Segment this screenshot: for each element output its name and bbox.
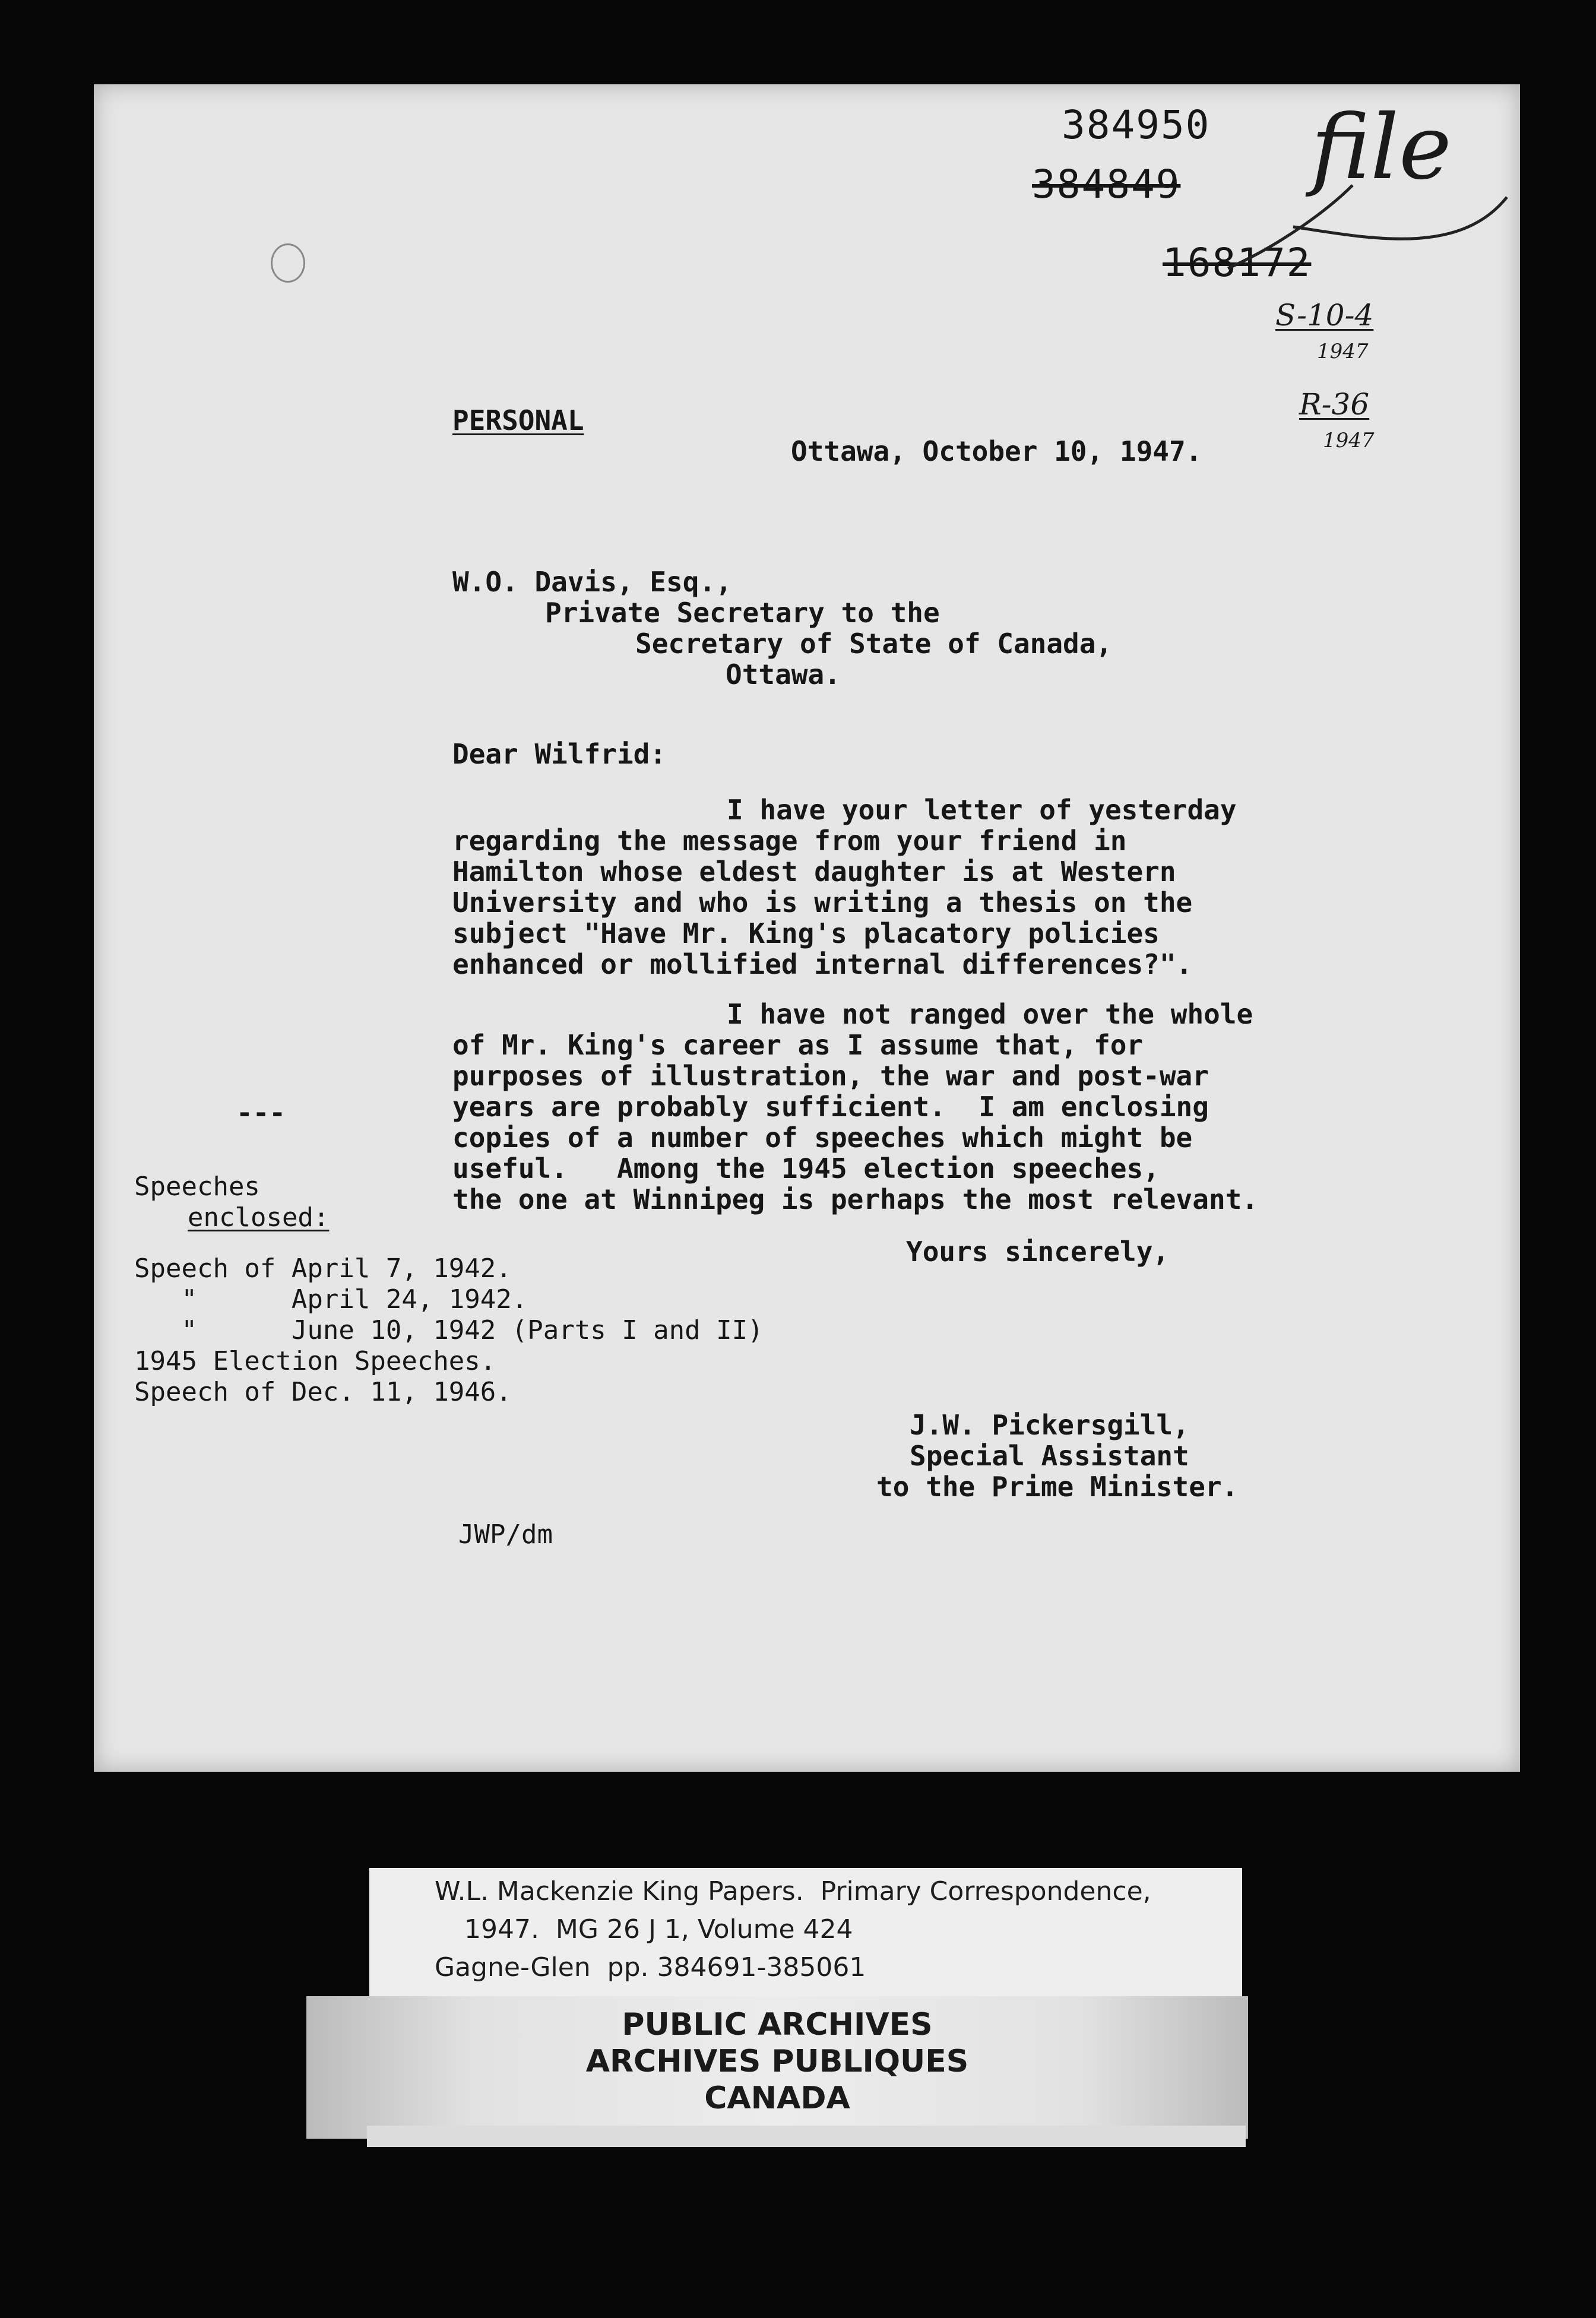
enclosures-heading-2: enclosed: <box>188 1202 330 1233</box>
handwritten-ref1-bottom: 1947 <box>1317 340 1369 363</box>
para1-line: regarding the message from your friend in <box>452 825 1127 857</box>
typist-initials: JWP/dm <box>458 1519 553 1550</box>
handwritten-ref2-bottom: 1947 <box>1323 429 1375 452</box>
para2-line: copies of a number of speeches which might be <box>452 1122 1193 1154</box>
para2-line: useful. Among the 1945 election speeches, <box>452 1152 1160 1185</box>
recipient-line-3: Secretary of State of Canada, <box>635 628 1113 660</box>
para1-line: subject "Have Mr. King's placatory policies <box>452 917 1160 949</box>
handwritten-stroke <box>1222 173 1519 280</box>
recipient-line-1: W.O. Davis, Esq., <box>452 566 732 598</box>
para2-line: of Mr. King's career as I assume that, for <box>452 1029 1144 1061</box>
signature-line-3: to the Prime Minister. <box>876 1471 1239 1503</box>
para1-line: University and who is writing a thesis on the <box>452 886 1193 919</box>
para1-line: I have your letter of yesterday <box>727 794 1237 826</box>
personal-heading: PERSONAL <box>452 404 584 436</box>
stamp-line-2: ARCHIVES PUBLIQUES <box>585 2044 969 2079</box>
handwritten-file-note: file <box>1311 96 1452 200</box>
closing: Yours sincerely, <box>906 1236 1170 1268</box>
para2-line: purposes of illustration, the war and post-war <box>452 1060 1209 1092</box>
archive-label-line-2: 1947. MG 26 J 1, Volume 424 <box>464 1914 853 1945</box>
enclosure-dashes: --- <box>236 1097 286 1129</box>
handwritten-ref2-top: R-36 <box>1299 387 1370 422</box>
date-line: Ottawa, October 10, 1947. <box>791 435 1202 467</box>
enclosure-item: Speech of April 7, 1942. <box>134 1253 512 1284</box>
file-number-struck-2: 168172 <box>1163 240 1312 286</box>
file-number: 384950 <box>1062 102 1211 148</box>
enclosure-item: " June 10, 1942 (Parts I and II) <box>134 1315 764 1345</box>
para1-line: Hamilton whose eldest daughter is at Western <box>452 856 1176 888</box>
signature-line-2: Special Assistant <box>910 1440 1189 1472</box>
archive-reference-label <box>369 1868 1242 1997</box>
enclosure-item: Speech of Dec. 11, 1946. <box>134 1377 512 1407</box>
public-archives-stamp <box>306 1996 1248 2139</box>
enclosure-item: " April 24, 1942. <box>134 1284 528 1315</box>
label-strip <box>367 2126 1246 2147</box>
recipient-line-2: Private Secretary to the <box>545 597 940 629</box>
para1-line: enhanced or mollified internal differences?". <box>452 948 1193 980</box>
para2-line: I have not ranged over the whole <box>727 998 1253 1030</box>
salutation: Dear Wilfrid: <box>452 738 667 770</box>
file-number-struck-1: 384849 <box>1032 162 1181 207</box>
enclosure-item: 1945 Election Speeches. <box>134 1346 496 1376</box>
signature-line-1: J.W. Pickersgill, <box>910 1409 1189 1441</box>
recipient-line-4: Ottawa. <box>726 658 841 691</box>
stamp-line-3: CANADA <box>704 2080 850 2116</box>
stamp-line-1: PUBLIC ARCHIVES <box>622 2007 933 2042</box>
handwritten-ref1-top: S-10-4 <box>1275 298 1374 332</box>
para2-line: the one at Winnipeg is perhaps the most relevant. <box>452 1183 1259 1215</box>
enclosures-heading-1: Speeches <box>134 1171 260 1202</box>
letter-sheet <box>94 84 1520 1772</box>
archive-label-line-1: W.L. Mackenzie King Papers. Primary Correspondence, <box>435 1876 1151 1907</box>
punch-hole <box>271 243 305 283</box>
para2-line: years are probably sufficient. I am enclosing <box>452 1091 1209 1123</box>
archive-label-line-3: Gagne-Glen pp. 384691-385061 <box>435 1952 866 1983</box>
